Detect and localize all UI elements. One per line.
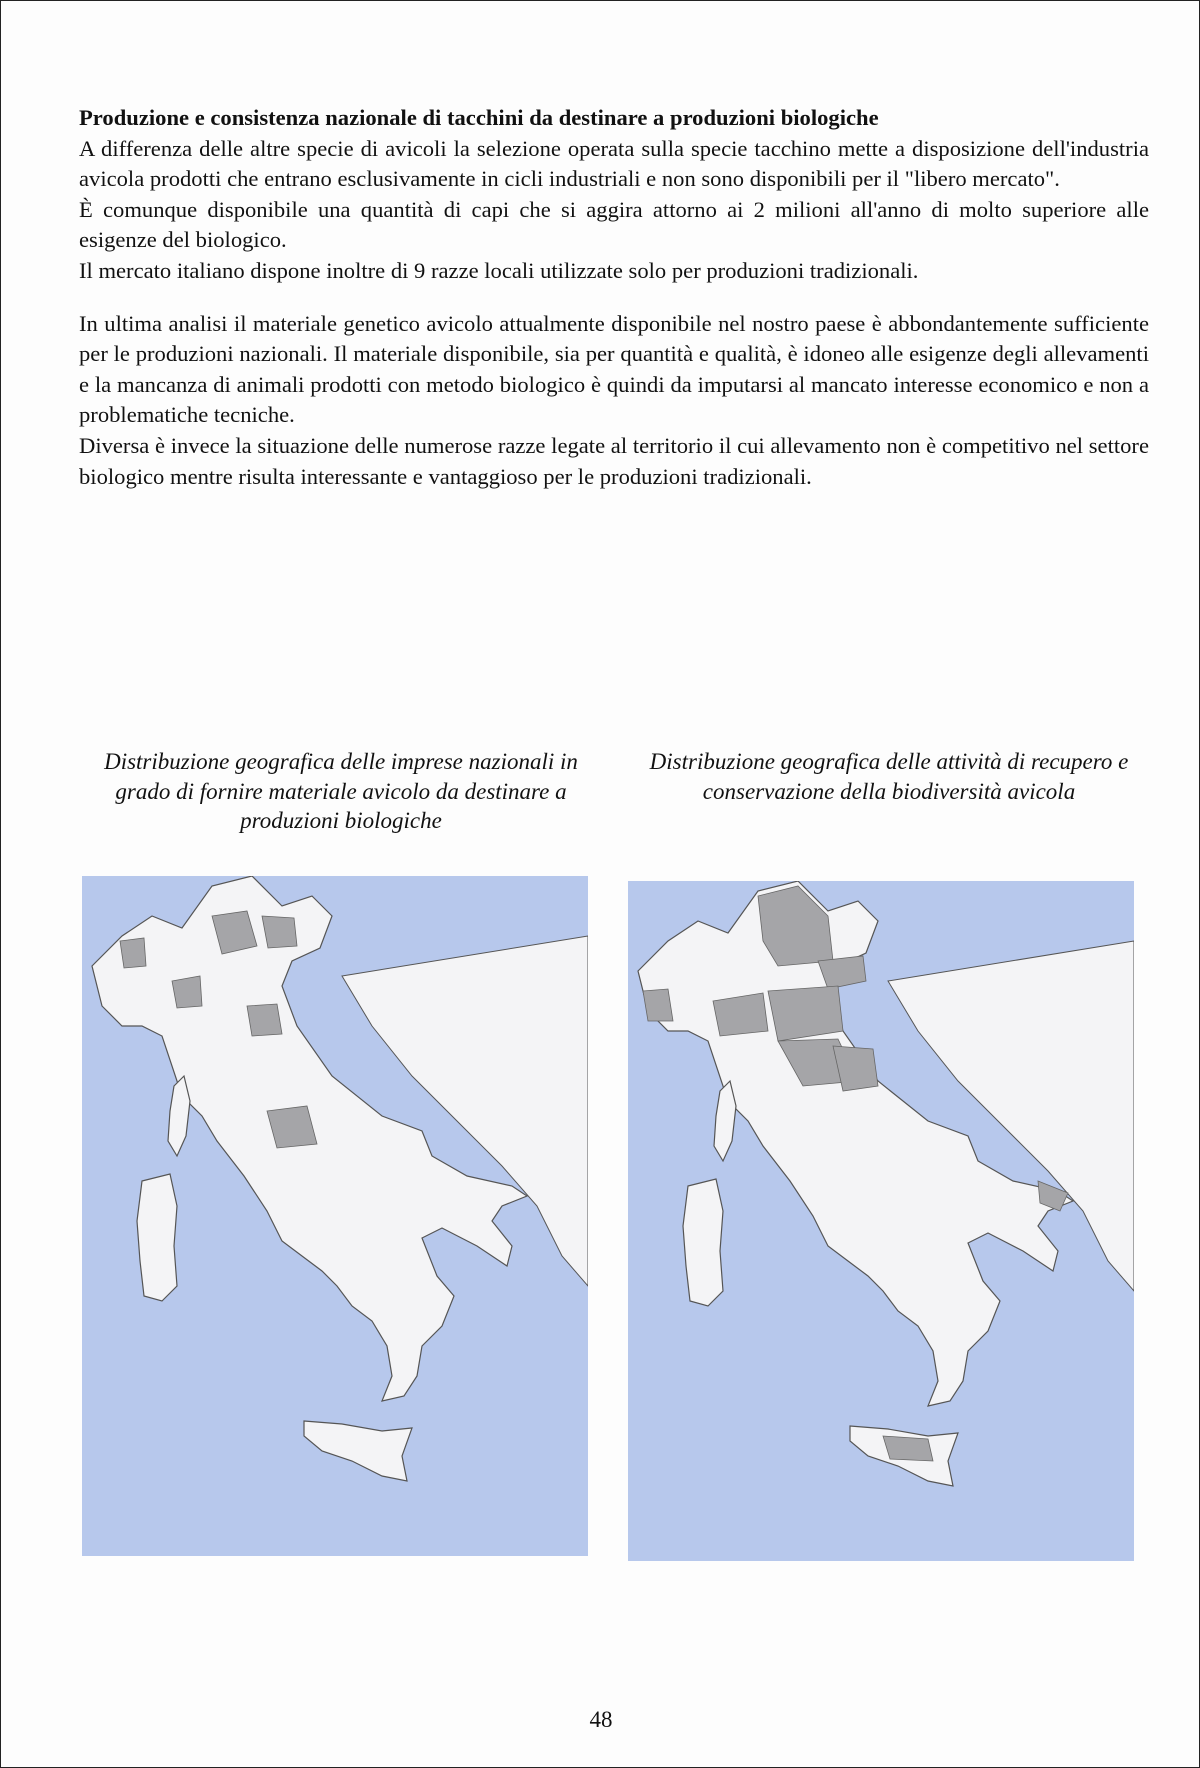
paragraph: Diversa è invece la situazione delle numerose razze legate al territorio il cui allevamento non è competitivo nel settore biologico mentre risulta interessante e vantaggioso per le produzioni tradizionali. xyxy=(79,432,1149,489)
sicily xyxy=(304,1421,412,1481)
paragraph: È comunque disponibile una quantità di capi che si aggira attorno ai 2 milioni all'anno di molto superiore alle esigenze del biologico. xyxy=(79,196,1149,253)
section-heading: Produzione e consistenza nazionale di tacchini da destinare a produzioni biologiche xyxy=(79,105,879,130)
italy-map-graphic xyxy=(82,876,588,1556)
italy-map-biodiversity xyxy=(628,881,1134,1561)
highlighted-province xyxy=(643,989,673,1021)
highlighted-province xyxy=(172,976,202,1008)
italy-map-enterprises xyxy=(82,876,588,1556)
sardinia xyxy=(683,1179,723,1306)
sardinia xyxy=(137,1174,177,1301)
corsica xyxy=(168,1076,190,1156)
paragraph: In ultima analisi il materiale genetico avicolo attualmente disponibile nel nostro paese è abbondantemente sufficiente per le produzioni nazionali. Il materiale disponibile, sia per quantità e qualità, è idoneo alle esigenze degli allevamenti e la mancanza di animali prodotti con metodo biologico è quindi da imputarsi al mancato interesse economico e non a problematiche tecniche. xyxy=(79,310,1149,428)
body-text xyxy=(79,103,1149,492)
highlighted-province xyxy=(768,986,843,1041)
highlighted-province xyxy=(883,1436,933,1461)
highlighted-province xyxy=(120,938,146,968)
paragraph: A differenza delle altre specie di avicoli la selezione operata sulla specie tacchino mette a disposizione dell'industria avicola prodotti che entrano esclusivamente in cicli industriali e non sono disponibili per il "libero mercato". xyxy=(79,135,1149,192)
right-map-caption: Distribuzione geografica delle attività di recupero e conservazione della biodiversità avicola xyxy=(649,749,1129,804)
highlighted-province xyxy=(713,993,768,1036)
left-map-caption: Distribuzione geografica delle imprese nazionali in grado di fornire materiale avicolo da destinare a produzioni biologiche xyxy=(104,749,578,833)
highlighted-province xyxy=(262,916,297,948)
italy-map-graphic xyxy=(628,881,1134,1561)
page-number: 48 xyxy=(589,1707,613,1732)
highlighted-province xyxy=(247,1004,282,1036)
paragraph: Il mercato italiano dispone inoltre di 9 razze locali utilizzate solo per produzioni tradizionali. xyxy=(79,257,919,283)
corsica xyxy=(714,1081,736,1161)
